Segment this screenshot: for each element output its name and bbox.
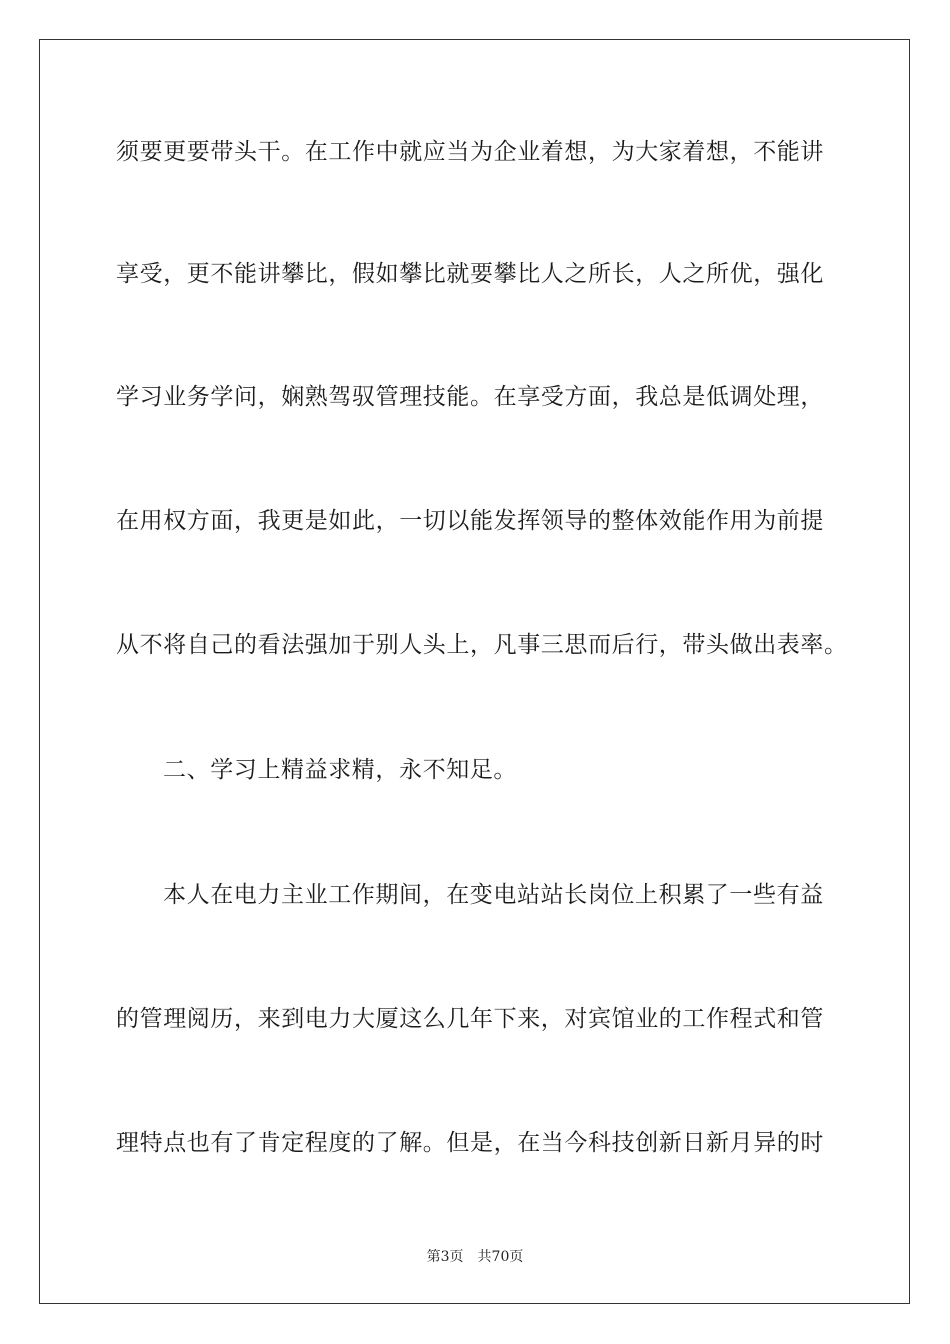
page-number: 第3页 (426, 1249, 464, 1265)
body-text-line: 须要更要带头干。在工作中就应当为企业着想，为大家着想，不能讲 (116, 139, 824, 165)
body-text-line: 在用权方面，我更是如此，一切以能发挥领导的整体效能作用为前提 (116, 508, 824, 534)
section-heading: 二、学习上精益求精，永不知足。 (163, 757, 517, 783)
body-text-line: 从不将自己的看法强加于别人头上，凡事三思而后行，带头做出表率。 (116, 632, 848, 658)
page-total: 共70页 (477, 1249, 524, 1265)
body-text-line: 的管理阅历，来到电力大厦这么几年下来，对宾馆业的工作程式和管 (116, 1006, 824, 1032)
body-text-line: 理特点也有了肯定程度的了解。但是，在当今科技创新日新月异的时 (116, 1130, 824, 1156)
body-text-line: 本人在电力主业工作期间，在变电站站长岗位上积累了一些有益 (163, 882, 824, 908)
body-text-line: 学习业务学问，娴熟驾驭管理技能。在享受方面，我总是低调处理， (116, 384, 824, 410)
body-text-line: 享受，更不能讲攀比，假如攀比就要攀比人之所长，人之所优，强化 (116, 261, 824, 287)
page-footer (0, 1247, 950, 1267)
page-border (39, 39, 910, 1304)
